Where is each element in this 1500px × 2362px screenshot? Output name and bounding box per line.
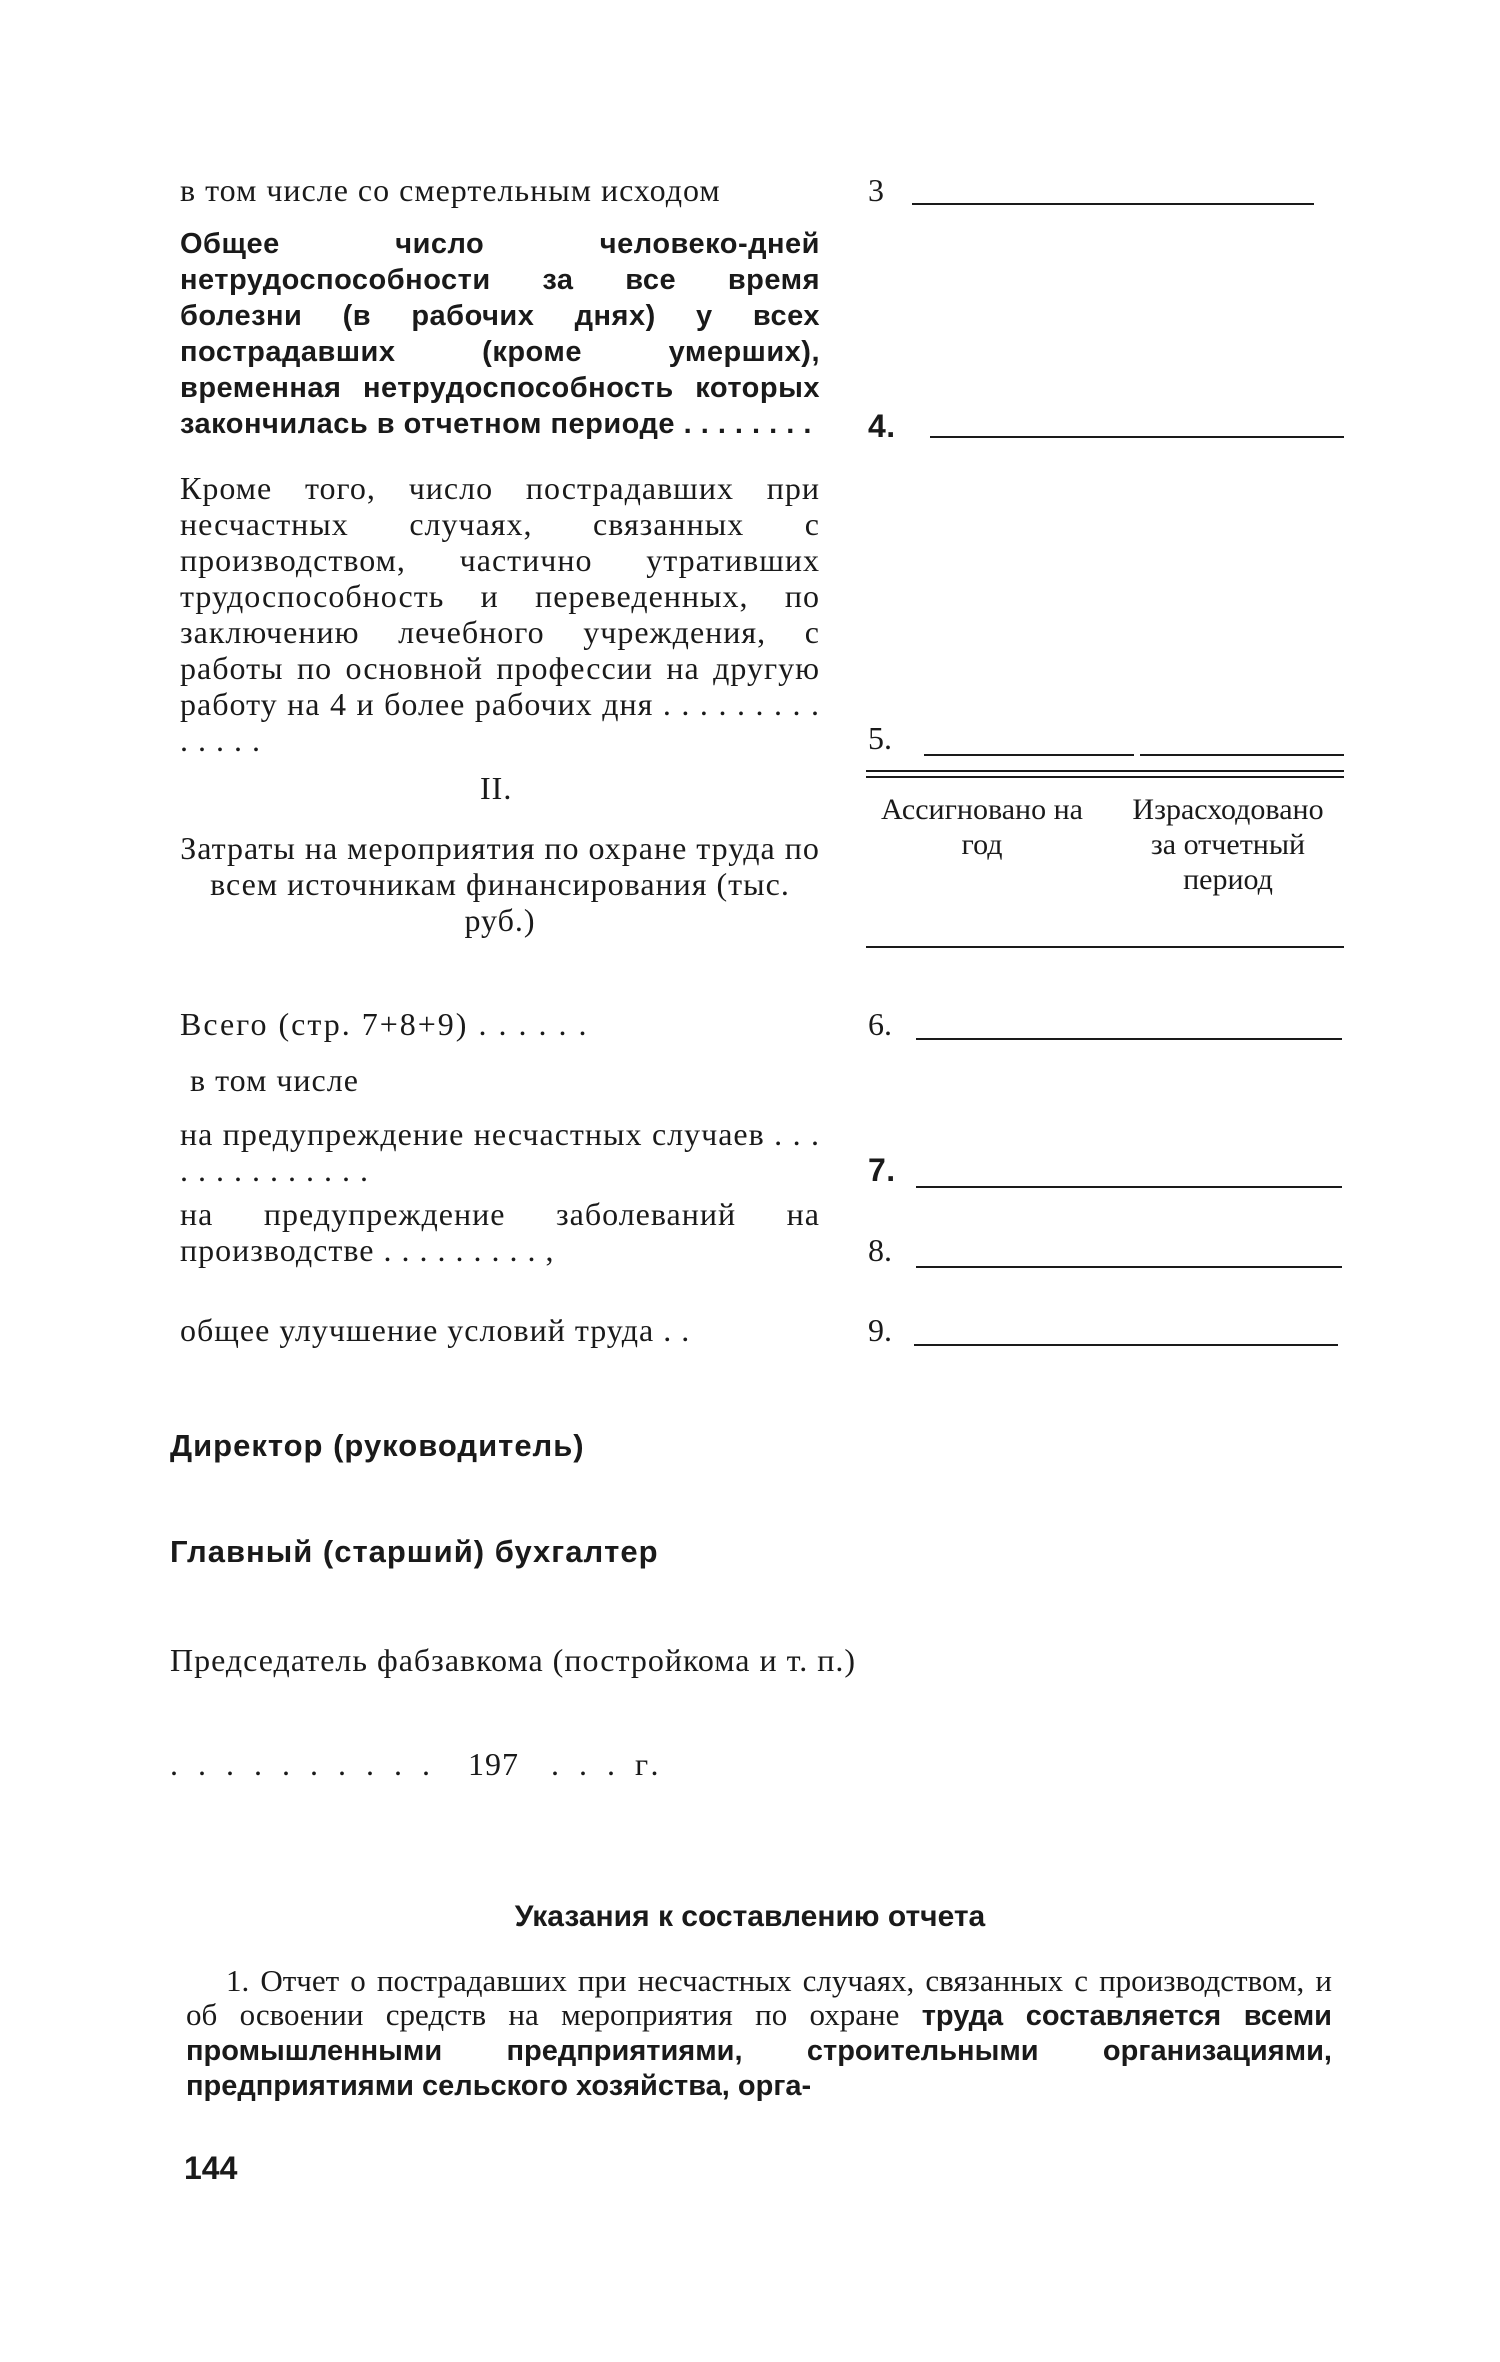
accountant-signature-label: Главный (старший) бухгалтер	[170, 1534, 659, 1569]
column-spent: Израсходовано за отчетный период	[1132, 793, 1324, 896]
section-2-title: Затраты на мероприятия по охране труда по всем источникам финансирования (тыс. руб.)	[180, 830, 820, 938]
row-3-blank-line	[912, 203, 1314, 205]
accident-prevention-label: на предупреждение несчастных случаев . . . . . . . . . . . . . .	[180, 1116, 820, 1188]
section-roman-number: II.	[480, 770, 513, 806]
row-8-blank-line	[916, 1266, 1342, 1268]
total-label: Всего (стр. 7+8+9) . . . . . .	[180, 1006, 589, 1042]
row-number-3: 3	[868, 172, 884, 208]
row-number-8: 8.	[868, 1232, 892, 1268]
working-conditions-label: общее улучшение условий труда . .	[180, 1312, 691, 1348]
including-label: в том числе	[190, 1062, 359, 1098]
date-tail: . . . г.	[551, 1746, 665, 1782]
row-number-9: 9.	[868, 1312, 892, 1348]
table-top-rule-double	[866, 776, 1344, 778]
row-number-7: 7.	[868, 1152, 896, 1188]
chairman-signature-label: Председатель фабзавкома (постройкома и т. п.)	[170, 1642, 856, 1678]
date-placeholder	[170, 1744, 665, 1784]
row-number-4: 4.	[868, 408, 896, 444]
row-5-blank-line-a	[924, 754, 1134, 756]
workdays-label: Общее число человеко-дней нетрудоспособности за все время болезни (в рабочих днях) у всех пострадавших (кроме умерших), временная нетрудоспособность которых закончилась в отчетном периоде . . . . . . . .	[180, 228, 820, 440]
instructions-heading: Указания к составлению отчета	[514, 1900, 986, 1933]
date-dots: . . . . . . . . . .	[170, 1746, 436, 1782]
row-number-5: 5.	[868, 720, 892, 756]
partial-disability-label: Кроме того, число пострадавших при несчастных случаях, связанных с производством, частично утративших трудоспособность и переведенных, по заключению лечебного учреждения, с работы по основной профессии на другую работу на 4 и более рабочих дня . . . . . . . . . . . . . .	[180, 470, 820, 758]
instructions-text-plain: 1. Отчет о пострадавших при несчастных случаях, связанных с производством, и об освоении средств на мероприятия по охране	[186, 1963, 1332, 2032]
row-number-6: 6.	[868, 1006, 892, 1042]
row-5-blank-line-b	[1140, 754, 1344, 756]
instructions-paragraph	[186, 1964, 1332, 2103]
fatal-label: в том числе со смертельным исходом	[180, 172, 721, 208]
disease-prevention-label: на предупреждение заболеваний на производстве . . . . . . . . . ,	[180, 1196, 820, 1268]
table-top-rule	[866, 770, 1344, 772]
instructions-text-bold: труда составляется всеми промышленными предприятиями, строительными организациями, предприятиями сельского хозяйства, орга-	[186, 2000, 1333, 2102]
director-signature-label: Директор (руководитель)	[170, 1428, 585, 1463]
column-allocated: Ассигновано на год	[881, 793, 1083, 861]
page-number: 144	[184, 2150, 238, 2186]
date-year: 197	[468, 1746, 519, 1782]
table-header-rule	[866, 946, 1344, 948]
row-6-blank-line	[916, 1038, 1342, 1040]
row-9-blank-line	[914, 1344, 1338, 1346]
row-4-blank-line	[930, 436, 1344, 438]
row-7-blank-line	[916, 1186, 1342, 1188]
